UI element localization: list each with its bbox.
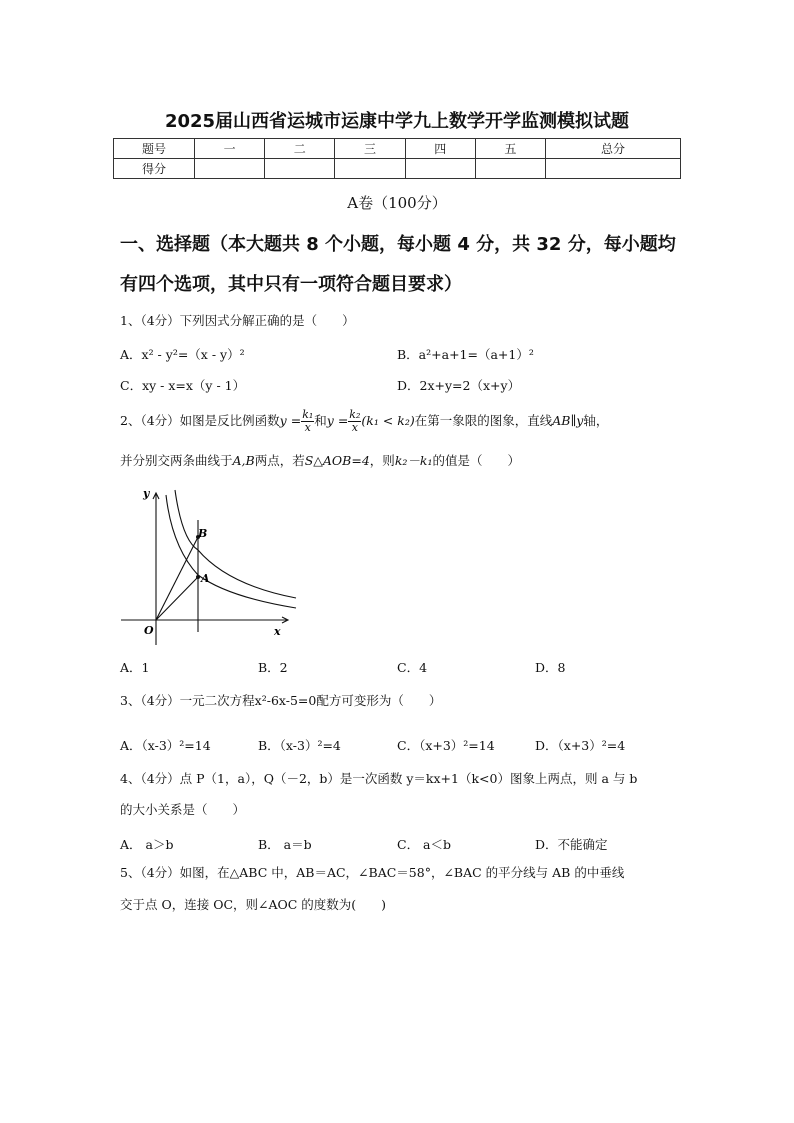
table-row bbox=[114, 159, 681, 179]
q2-option-d[interactable]: D．8 bbox=[535, 660, 566, 675]
question-3-stem: 3、（4分）一元二次方程x²-6x-5=0配方可变形为（ ） bbox=[120, 693, 442, 708]
table-cell: 一 bbox=[195, 139, 265, 159]
table-cell: 得分 bbox=[114, 159, 195, 179]
fraction-k1-x: $\frac{\text{k₁}}{x}$ bbox=[302, 408, 314, 434]
table-cell: 四 bbox=[405, 139, 475, 159]
score-input-cell[interactable] bbox=[195, 159, 265, 179]
question-4-stem: 4、（4分）点 P（1，a），Q（－2，b）是一次函数 y＝kx+1（k<0）图象上两点，则 a 与 b bbox=[120, 771, 638, 786]
table-cell: 总分 bbox=[546, 139, 681, 159]
q4-option-c[interactable]: C． a＜b bbox=[397, 837, 451, 852]
q4-option-a[interactable]: A． a＞b bbox=[120, 837, 174, 852]
question-2-stem: 2、（4分）如图是反比例函数y = $\frac{\text{k₁}}{x}$ 和y = $\frac{\text{k₂}}{x}$ (k₁ < k₂)在第一象限的图象，直线AB∥y轴， bbox=[120, 408, 609, 434]
question-5-stem: 5、（4分）如图，在△ABC 中，AB＝AC，∠BAC＝58°，∠BAC 的平分线与 AB 的中垂线 bbox=[120, 865, 625, 880]
q1-option-d[interactable]: D．2x+y=2（x+y） bbox=[397, 378, 521, 393]
page-title: 2025届山西省运城市运康中学九上数学开学监测模拟试题 bbox=[164, 111, 630, 132]
q1-option-a[interactable]: A．x² - y²=（x - y）² bbox=[120, 347, 245, 362]
label-o: O bbox=[144, 624, 154, 637]
q3-option-a[interactable]: A．（x-3）²=14 bbox=[120, 738, 211, 753]
q1-option-b[interactable]: B．a²+a+1=（a+1）² bbox=[397, 347, 534, 362]
q4-option-d[interactable]: D．不能确定 bbox=[535, 837, 608, 852]
table-cell: 五 bbox=[475, 139, 545, 159]
label-y: y bbox=[143, 487, 150, 500]
score-input-cell[interactable] bbox=[546, 159, 681, 179]
q1-option-c[interactable]: C．xy - x=x（y - 1） bbox=[120, 378, 246, 393]
label-a: A bbox=[201, 572, 210, 585]
volume-heading: A卷（100分） bbox=[347, 194, 447, 212]
point-a bbox=[196, 575, 200, 579]
label-b: B bbox=[198, 527, 208, 540]
score-input-cell[interactable] bbox=[405, 159, 475, 179]
table-row bbox=[114, 139, 681, 159]
q2-function-graph bbox=[118, 485, 303, 645]
q2-option-b[interactable]: B．2 bbox=[258, 660, 288, 675]
q2-option-a[interactable]: A．1 bbox=[120, 660, 150, 675]
section-heading: 一、选择题（本大题共 8 个小题，每小题 4 分，共 32 分，每小题均 bbox=[120, 234, 676, 255]
q2-option-c[interactable]: C．4 bbox=[397, 660, 428, 675]
q4-option-b[interactable]: B． a＝b bbox=[258, 837, 312, 852]
question-4-stem-line2: 的大小关系是（ ） bbox=[120, 802, 246, 817]
q3-option-b[interactable]: B．（x-3）²=4 bbox=[258, 738, 341, 753]
table-cell: 三 bbox=[335, 139, 405, 159]
score-input-cell[interactable] bbox=[265, 159, 335, 179]
section-heading-cont: 有四个选项，其中只有一项符合题目要求） bbox=[120, 274, 462, 295]
question-1-stem: 1、（4分）下列因式分解正确的是（ ） bbox=[120, 313, 355, 328]
score-input-cell[interactable] bbox=[335, 159, 405, 179]
table-cell: 二 bbox=[265, 139, 335, 159]
q3-option-d[interactable]: D．（x+3）²=4 bbox=[535, 738, 626, 753]
question-5-stem-line2: 交于点 O，连接 OC，则∠AOC 的度数为( ) bbox=[120, 897, 387, 912]
question-2-stem-line2: 并分别交两条曲线于A,B两点，若S△AOB=4，则k₂－k₁的值是（ ） bbox=[120, 453, 520, 468]
segment-oa bbox=[156, 577, 198, 620]
score-input-cell[interactable] bbox=[475, 159, 545, 179]
score-table bbox=[113, 138, 681, 179]
segment-ob bbox=[156, 537, 198, 620]
curve-k1 bbox=[166, 495, 296, 608]
q3-option-c[interactable]: C．（x+3）²=14 bbox=[397, 738, 495, 753]
label-x: x bbox=[274, 625, 281, 638]
table-cell: 题号 bbox=[114, 139, 195, 159]
fraction-k2-x: $\frac{\text{k₂}}{x}$ bbox=[349, 408, 361, 434]
